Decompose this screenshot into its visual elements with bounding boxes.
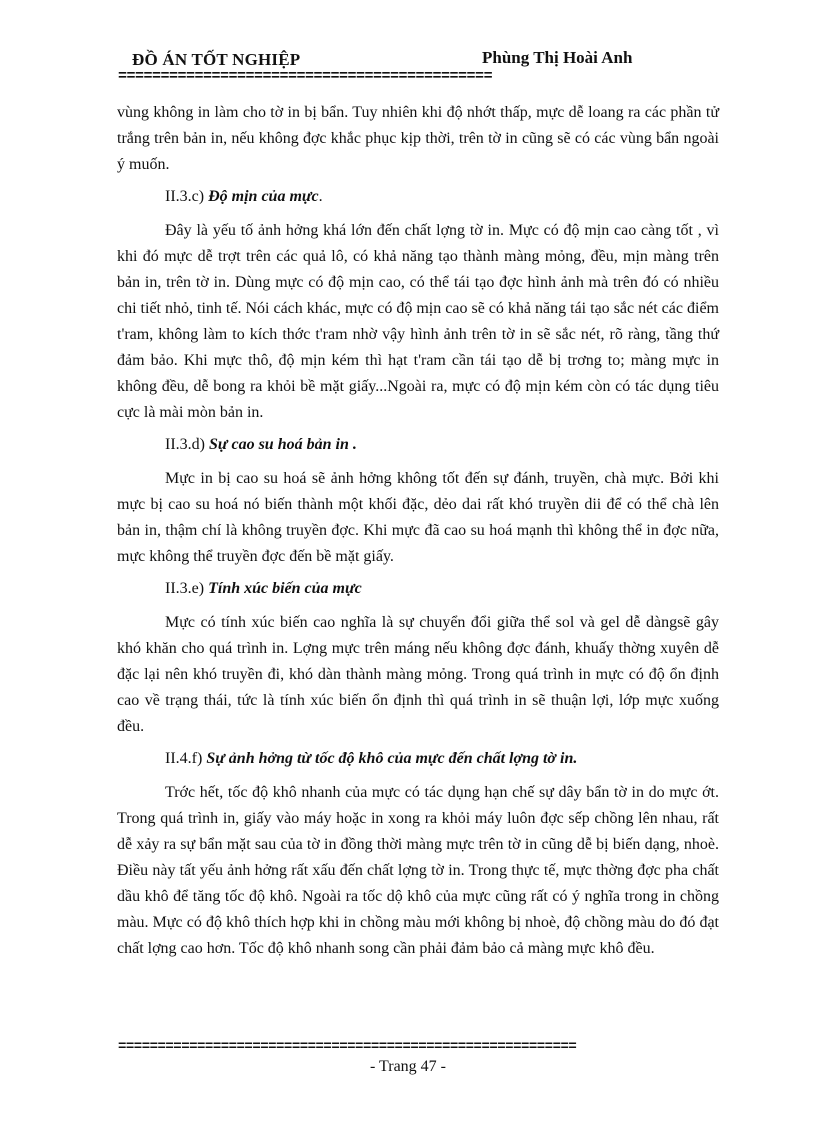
- header-author: Phùng Thị Hoài Anh: [482, 48, 633, 67]
- heading-title: Sự ảnh hởng từ tốc độ khô của mực đến chất lợng tờ in.: [206, 750, 578, 767]
- paragraph-4f: Trớc hết, tốc độ khô nhanh của mực có tác dụng hạn chế sự dây bẩn tờ in do mực ớt. Trong quá trình in, giấy vào máy hoặc in xong ra khỏi máy luôn đợc sếp chồng lên nhau, rất dễ xảy ra sự bẩn mặt sau của tờ in đồng thời màng mực trên tờ in cũng dễ bị biến dạng, nhoè. Điều này tất yếu ảnh hởng rất xấu đến chất lợng tờ in. Trong thực tế, mực thờng đợc pha chất dầu khô để tăng tốc độ khô. Ngoài ra tốc dộ khô của mực cũng rất có ý nghĩa trong in chồng màu. Mực có độ khô thích hợp khi in chồng màu mới không bị nhoè, độ chồng màu do đó đạt chất lợng cao hơn. Tốc độ khô nhanh song cần phải đảm bảo cả màng mực khô đều.: [117, 784, 719, 957]
- heading-3c: [117, 184, 719, 210]
- paragraph-3d: Mực in bị cao su hoá sẽ ảnh hởng không tốt đến sự đánh, truyền, chà mực. Bởi khi mực bị cao su hoá nó biến thành một khối đặc, dẻo dai rất khó truyền dii để có thể chà lên bản in, thậm chí là không truyền đợc. Khi mực đã cao su hoá mạnh thì không thể in đợc nữa, mực không thể truyền đợc đến bề mặt giấy.: [117, 470, 719, 565]
- document-body: [117, 100, 719, 966]
- heading-title: Sự cao su hoá bản in .: [208, 436, 357, 453]
- header-title: ĐỒ ÁN TỐT NGHIỆP: [132, 50, 301, 69]
- heading-4f: [117, 746, 719, 772]
- heading-3d: [117, 432, 719, 458]
- heading-number: II.3.d): [165, 436, 205, 453]
- page-number: - Trang 47 -: [369, 1058, 446, 1075]
- heading-number: II.3.c): [165, 188, 205, 205]
- heading-number: II.4.f): [165, 750, 203, 767]
- heading-suffix: .: [318, 188, 323, 205]
- heading-3e: [117, 576, 719, 602]
- paragraph-continued: vùng không in làm cho tờ in bị bẩn. Tuy nhiên khi độ nhớt thấp, mực dễ loang ra các phần tử trắng trên bản in, nếu không đợc khắc phục kịp thời, trên tờ in cũng sẽ có các vùng bẩn ngoài ý muốn.: [117, 104, 719, 173]
- heading-number: II.3.e): [165, 580, 205, 597]
- paragraph-3e: Mực có tính xúc biến cao nghĩa là sự chuyển đổi giữa thể sol và gel dễ dàngsẽ gây khó khăn cho quá trình in. Lợng mực trên máng nếu không đợc đánh, khuấy thờng xuyên dễ đặc lại nên khó truyền đi, khó dàn thành màng mỏng. Trong quá trình in mực có độ ổn định cao về trạng thái, tức là tính xúc biến ổn định thì quá trình in sẽ thuận lợi, lớp mực xuống đều.: [117, 614, 719, 735]
- footer-rule: ==========================================================: [118, 1039, 577, 1055]
- heading-title: Tính xúc biến của mực: [208, 580, 362, 597]
- paragraph-3c: Đây là yếu tố ảnh hởng khá lớn đến chất lợng tờ in. Mực có độ mịn cao càng tốt , vì khi đó mực dễ trợt trên các quả lô, có khả năng tạo thành màng mỏng, đều, mịn màng trên bản in, trên tờ in. Dùng mực có độ mịn cao, có thể tái tạo đợc hình ảnh mà trên đó có nhiều chi tiết nhỏ, tinh tế. Nói cách khác, mực có độ mịn cao sẽ có khả năng tái tạo sắc nét các điểm t'ram, không làm to kích thớc t'ram nhờ vậy hình ảnh trên tờ in sẽ sắc nét, rõ ràng, tầng thứ đảm bảo. Khi mực thô, độ mịn kém thì hạt t'ram cần tái tạo dễ bị trơng to; màng mực in không đều, dễ bong ra khỏi bề mặt giấy...Ngoài ra, mực có độ mịn kém còn có tác dụng tiêu cực là mài mòn bản in.: [117, 222, 719, 421]
- header-rule: ============================================: [118, 68, 493, 85]
- heading-title: Độ mịn của mực: [208, 188, 319, 205]
